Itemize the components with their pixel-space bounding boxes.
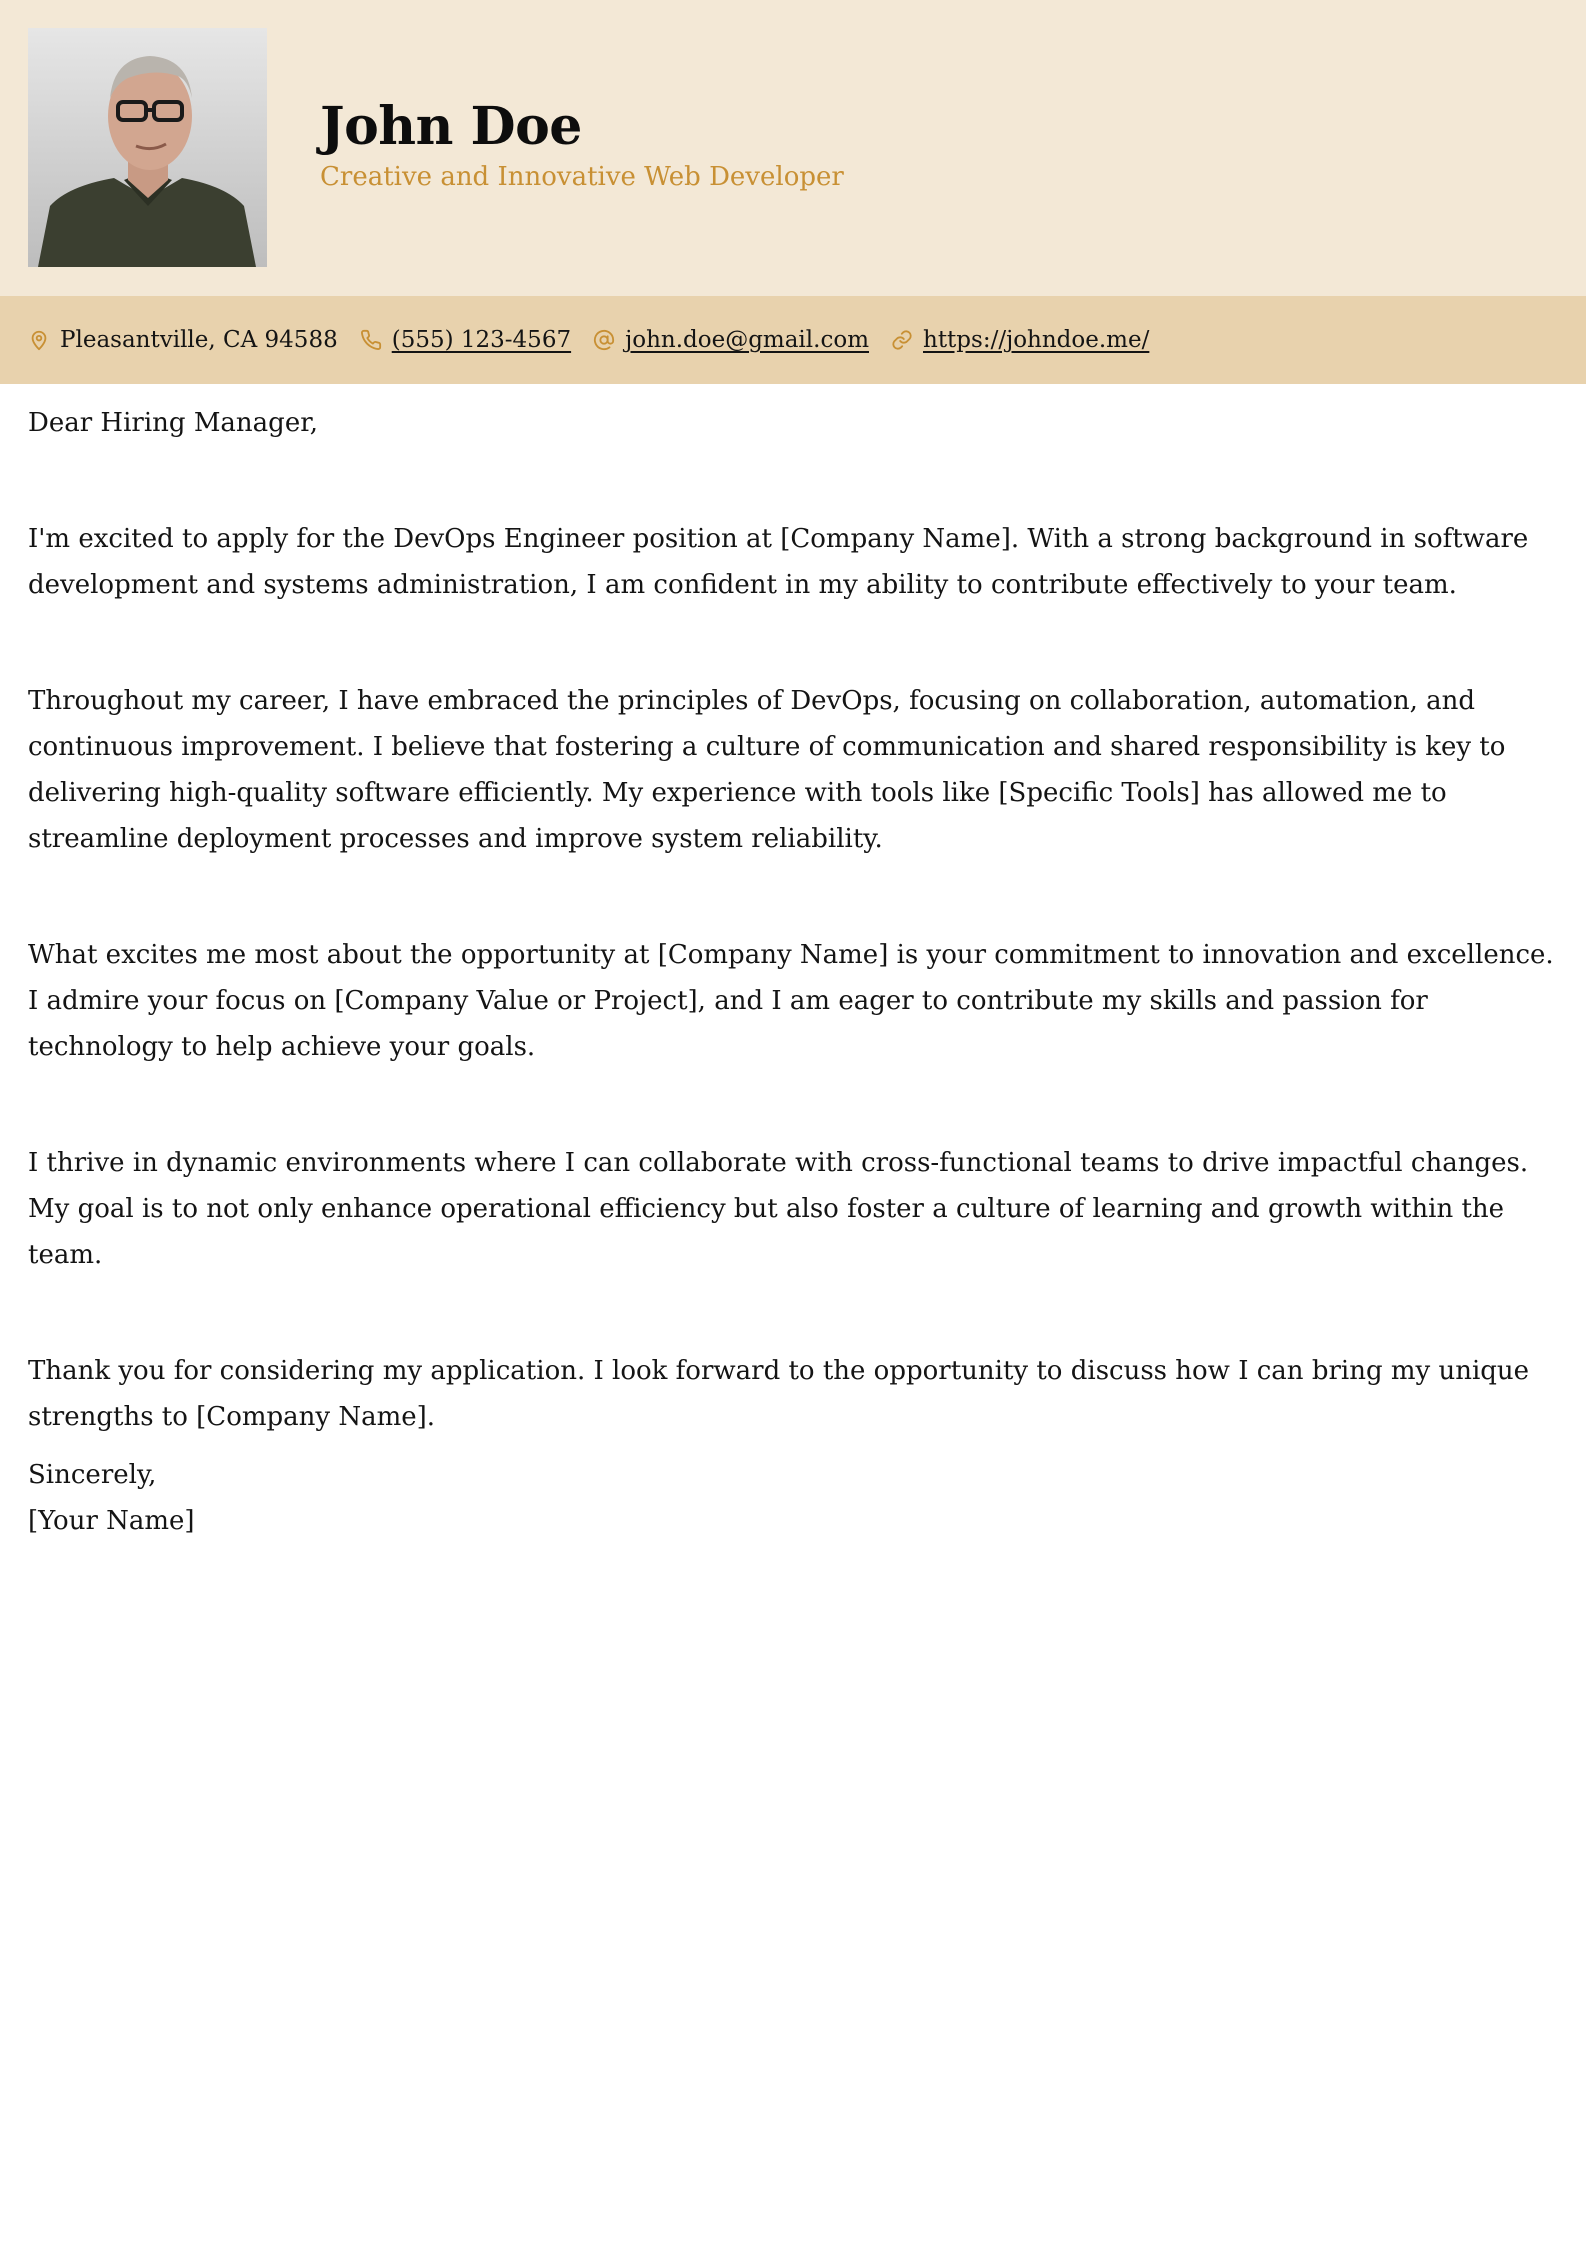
letter-paragraph: Thank you for considering my application. I look forward to the opportunity to discuss how I can bring my unique strengths to [Company Name]. <box>28 1356 1530 1432</box>
candidate-role: Creative and Innovative Web Developer <box>320 162 844 192</box>
letter-paragraph: I thrive in dynamic environments where I can collaborate with cross-functional teams to drive impactful changes. My goal is to not only enhance operational efficiency but also foster a culture of learning and growth within the team. <box>28 1148 1529 1270</box>
at-sign-icon <box>593 329 615 351</box>
email-link[interactable]: john.doe@gmail.com <box>625 327 869 353</box>
location-pin-icon <box>28 329 50 351</box>
phone-link[interactable]: (555) 123-4567 <box>391 327 572 353</box>
letter-signature: [Your Name] <box>28 1506 195 1536</box>
phone-icon <box>360 329 382 351</box>
resume-header <box>0 0 1586 296</box>
profile-photo <box>28 28 267 267</box>
letter-closing: Sincerely, <box>28 1460 157 1490</box>
letter-paragraph: What excites me most about the opportunity at [Company Name] is your commitment to innovation and excellence. I admire your focus on [Company Value or Project], and I am eager to contribute my skills and passion for technology to help achieve your goals. <box>28 940 1554 1062</box>
contact-location <box>28 327 338 353</box>
link-icon <box>891 329 913 351</box>
letter-paragraph: I'm excited to apply for the DevOps Engineer position at [Company Name]. With a strong background in software development and systems administration, I am confident in my ability to contribute effectively to your team. <box>28 524 1529 600</box>
contact-email <box>593 327 869 353</box>
contact-bar <box>0 296 1586 384</box>
candidate-name: John Doe <box>320 96 582 157</box>
contact-website <box>891 327 1149 353</box>
contact-phone <box>360 327 571 353</box>
person-portrait-icon <box>28 28 267 267</box>
cover-letter-body <box>0 384 1586 1544</box>
website-link[interactable]: https://johndoe.me/ <box>923 327 1150 353</box>
location-text: Pleasantville, CA 94588 <box>60 327 338 353</box>
letter-greeting: Dear Hiring Manager, <box>28 408 319 438</box>
letter-paragraph: Throughout my career, I have embraced the principles of DevOps, focusing on collaboration, automation, and continuous improvement. I believe that fostering a culture of communication and shared responsibility is key to delivering high-quality software efficiently. My experience with tools like [Specific Tools] has allowed me to streamline deployment processes and improve system reliability. <box>28 686 1506 854</box>
